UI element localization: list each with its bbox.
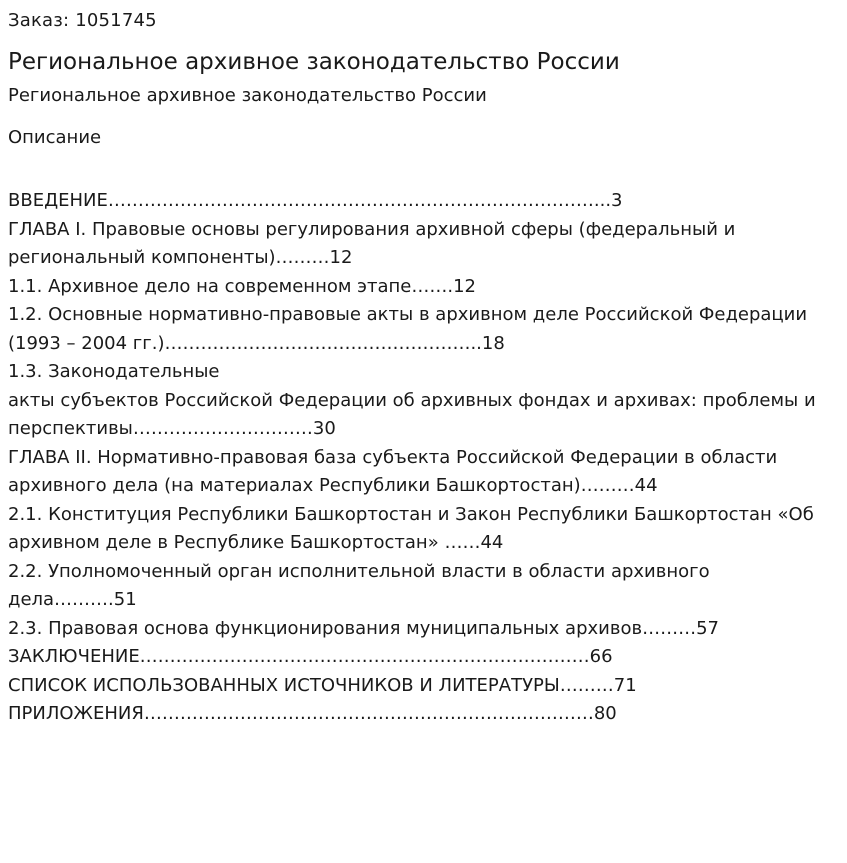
toc-entry-bibliography: СПИСОК ИСПОЛЬЗОВАННЫХ ИСТОЧНИКОВ И ЛИТЕРАТУРЫ………71 [8,674,637,696]
toc-entry-1-3: 1.3. Законодательные [8,361,220,382]
description-label: Описание [8,127,102,148]
toc-entry-chapter-2: ГЛАВА II. Нормативно-правовая база субъекта Российской Федерации в области архивного дела (на материалах Республики Башкортостан)………44 [8,446,783,496]
toc-entry-2-2: 2.2. Уполномоченный орган исполнительной власти в области архивного дела……….51 [8,560,716,610]
toc-entry-introduction: ВВЕДЕНИЕ………………………………………………………………………...3 [8,190,623,211]
toc-entry-2-1: 2.1. Конституция Республики Башкортостан и Закон Республики Башкортостан «Об архивном деле в Республике Башкортостан» ……44 [8,503,820,553]
toc-entry-chapter-1: ГЛАВА I. Правовые основы регулирования архивной сферы (федеральный и региональный компоненты)………12 [8,218,742,268]
toc-entry-2-3: 2.3. Правовая основа функционирования муниципальных архивов………57 [8,617,719,639]
toc-entry-appendices: ПРИЛОЖЕНИЯ…………………………………………………………………80 [8,703,617,724]
toc-entry-conclusion: ЗАКЛЮЧЕНИЕ…………………………………………………………………66 [8,646,613,667]
document-subtitle: Региональное архивное законодательство России [8,85,487,106]
toc-entry-1-2: 1.2. Основные нормативно-правовые акты в архивном деле Российской Федерации (1993 – 2004 гг.)……………………………………………..18 [8,304,813,354]
table-of-contents [8,187,839,729]
toc-entry-1-3-continued: акты субъектов Российской Федерации об архивных фондах и архивах: проблемы и перспективы…………………………30 [8,389,822,439]
order-number: Заказ: 1051745 [8,10,157,31]
document-title: Региональное архивное законодательство России [8,49,620,75]
document-page [0,10,847,729]
toc-entry-1-1: 1.1. Архивное дело на современном этапе…….12 [8,275,477,297]
